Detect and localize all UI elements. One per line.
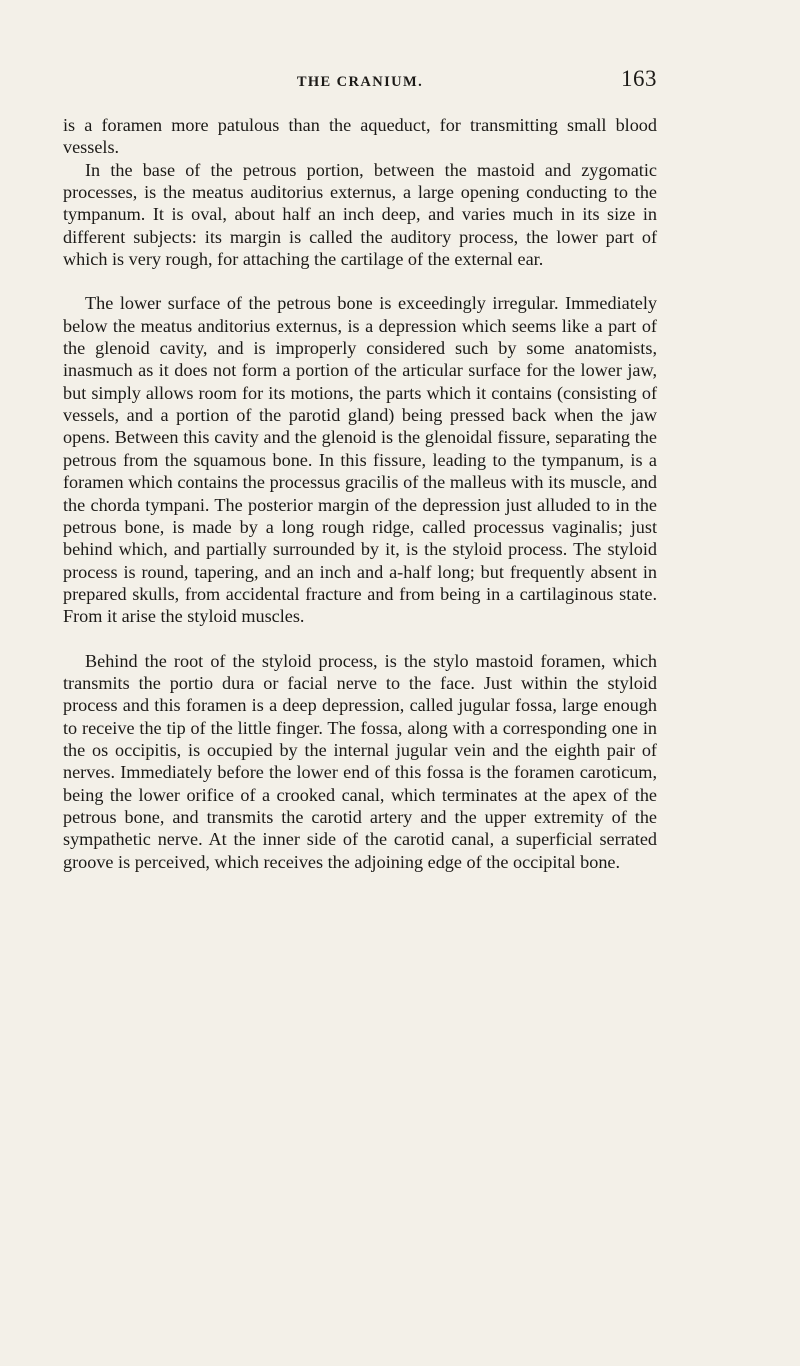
paragraph-meatus-auditorius: In the base of the petrous portion, between the mastoid and zygomatic processes, is the meatus auditorius externus, a large opening conducting to the tympanum. It is oval, about half an inch deep, and varies much in its size in different subjects: its margin is called the auditory process, the lower part of which is very rough, for attaching the cartilage of the external ear. xyxy=(63,159,657,270)
paragraph-continuation: is a foramen more patulous than the aqueduct, for transmitting small blood vessels. xyxy=(63,115,657,158)
running-title: THE CRANIUM. xyxy=(296,74,424,90)
running-head xyxy=(63,66,657,96)
body-text xyxy=(63,114,657,873)
paragraph-lower-surface: The lower surface of the petrous bone is exceedingly irregular. Immediately below the meatus anditorius externus, is a depression which seems like a part of the glenoid cavity, and is improperly considered such by some anatomists, inasmuch as it does not form a portion of the articular surface for the lower jaw, but simply allows room for its motions, the parts which it contains (consisting of vessels, and a portion of the parotid gland) being pressed back when the jaw opens. Between this cavity and the glenoid is the glenoidal fissure, separating the petrous from the squamous bone. In this fissure, leading to the tympanum, is a foramen which contains the processus gracilis of the malleus with its muscle, and the chorda tympani. The posterior margin of the depression just alluded to in the petrous bone, is made by a long rough ridge, called processus vaginalis; just behind which, and partially surrounded by it, is the styloid process. The styloid process is round, tapering, and an inch and a-half long; but frequently absent in prepared skulls, from accidental fracture and from being in a cartilaginous state. From it arise the styloid muscles. xyxy=(63,293,657,627)
paragraph-stylo-mastoid: Behind the root of the styloid process, is the stylo mastoid foramen, which transmits the portio dura or facial nerve to the face. Just within the styloid process and this foramen is a deep depression, called jugular fossa, large enough to receive the tip of the little finger. The fossa, along with a corresponding one in the os occipitis, is occupied by the internal jugular vein and the eighth pair of nerves. Immediately before the lower end of this fossa is the foramen caroticum, being the lower orifice of a crooked canal, which terminates at the apex of the petrous bone, and transmits the carotid artery and the upper extremity of the sympathetic nerve. At the inner side of the carotid canal, a superficial serrated groove is perceived, which receives the adjoining edge of the occipital bone. xyxy=(63,650,657,872)
page-number: 163 xyxy=(621,66,657,91)
